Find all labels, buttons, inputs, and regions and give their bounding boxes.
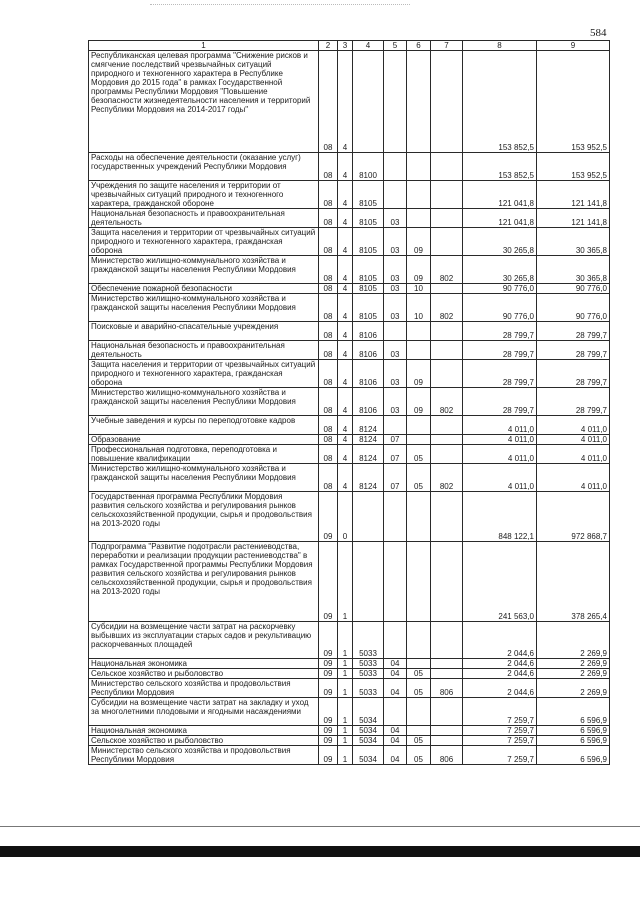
table-row: [89, 445, 610, 464]
row-amount-cell: 28 799,7: [463, 388, 537, 416]
row-amount-cell: 4 011,0: [463, 464, 537, 492]
row-code-cell: [431, 416, 463, 435]
row-amount-cell: 90 776,0: [463, 284, 537, 294]
row-code-cell: [431, 228, 463, 256]
row-code-cell: 08: [319, 464, 338, 492]
row-code-cell: 10: [407, 294, 431, 322]
row-code-cell: 09: [319, 679, 338, 698]
row-code-cell: [407, 341, 431, 360]
row-code-cell: 802: [431, 294, 463, 322]
table-row: [89, 153, 610, 181]
row-code-cell: 8105: [353, 181, 384, 209]
row-code-cell: 1: [338, 746, 353, 765]
row-name-cell: Министерство сельского хозяйства и продовольствия Республики Мордовия: [89, 679, 319, 698]
row-code-cell: 10: [407, 284, 431, 294]
header-cell-code-2: 3: [338, 41, 353, 51]
row-amount-cell: 7 259,7: [463, 698, 537, 726]
table-row: [89, 341, 610, 360]
row-code-cell: [407, 542, 431, 622]
header-cell-code-3: 4: [353, 41, 384, 51]
row-code-cell: 08: [319, 228, 338, 256]
row-code-cell: [407, 416, 431, 435]
row-amount-cell: 6 596,9: [537, 698, 610, 726]
table-row: [89, 209, 610, 228]
row-code-cell: 09: [407, 256, 431, 284]
table-row: [89, 679, 610, 698]
row-code-cell: [353, 492, 384, 542]
row-code-cell: [353, 51, 384, 153]
page-number: 584: [590, 27, 607, 39]
table-row: [89, 435, 610, 445]
row-code-cell: 04: [384, 746, 407, 765]
row-code-cell: 4: [338, 181, 353, 209]
row-code-cell: [407, 726, 431, 736]
row-name-cell: Защита населения и территории от чрезвычайных ситуаций природного и техногенного характера, гражданская оборона: [89, 360, 319, 388]
table-row: [89, 294, 610, 322]
row-code-cell: [431, 181, 463, 209]
row-amount-cell: 7 259,7: [463, 726, 537, 736]
row-code-cell: [431, 322, 463, 341]
row-code-cell: 4: [338, 445, 353, 464]
scan-edge-bar: [0, 846, 640, 857]
row-name-cell: Министерство жилищно-коммунального хозяйства и гражданской защиты населения Республики Мордовия: [89, 294, 319, 322]
table-header-row: [89, 41, 610, 51]
table-row: [89, 51, 610, 153]
row-code-cell: 09: [319, 492, 338, 542]
row-amount-cell: 90 776,0: [537, 284, 610, 294]
row-code-cell: [431, 622, 463, 659]
row-amount-cell: 2 269,9: [537, 679, 610, 698]
row-amount-cell: 90 776,0: [537, 294, 610, 322]
row-code-cell: 8106: [353, 322, 384, 341]
table-row: [89, 726, 610, 736]
row-code-cell: 09: [319, 698, 338, 726]
row-code-cell: 8124: [353, 464, 384, 492]
row-code-cell: 08: [319, 445, 338, 464]
row-code-cell: [431, 726, 463, 736]
row-code-cell: 5033: [353, 659, 384, 669]
budget-table: [88, 40, 610, 765]
row-name-cell: Субсидии на возмещение части затрат на закладку и уход за многолетними плодовыми и ягодными насаждениями: [89, 698, 319, 726]
row-code-cell: [384, 181, 407, 209]
row-code-cell: [384, 698, 407, 726]
row-code-cell: 802: [431, 388, 463, 416]
row-code-cell: 4: [338, 51, 353, 153]
row-amount-cell: 153 952,5: [537, 51, 610, 153]
row-name-cell: Министерство жилищно-коммунального хозяйства и гражданской защиты населения Республики Мордовия: [89, 464, 319, 492]
row-amount-cell: 2 269,9: [537, 622, 610, 659]
table-row: [89, 228, 610, 256]
row-code-cell: 5034: [353, 736, 384, 746]
row-code-cell: 04: [384, 659, 407, 669]
row-code-cell: 08: [319, 153, 338, 181]
row-name-cell: Сельское хозяйство и рыболовство: [89, 669, 319, 679]
row-code-cell: 08: [319, 360, 338, 388]
row-code-cell: [407, 181, 431, 209]
row-code-cell: 03: [384, 228, 407, 256]
row-amount-cell: 4 011,0: [537, 445, 610, 464]
header-cell-code-4: 5: [384, 41, 407, 51]
row-code-cell: [384, 542, 407, 622]
row-amount-cell: 121 141,8: [537, 181, 610, 209]
row-name-cell: Национальная безопасность и правоохранительная деятельность: [89, 341, 319, 360]
row-code-cell: 806: [431, 746, 463, 765]
row-amount-cell: 241 563,0: [463, 542, 537, 622]
row-amount-cell: 28 799,7: [537, 388, 610, 416]
row-code-cell: 09: [319, 746, 338, 765]
row-code-cell: 08: [319, 416, 338, 435]
row-code-cell: [431, 492, 463, 542]
row-amount-cell: 153 952,5: [537, 153, 610, 181]
row-code-cell: [407, 659, 431, 669]
row-code-cell: 5034: [353, 726, 384, 736]
row-code-cell: 09: [319, 669, 338, 679]
table-row: [89, 388, 610, 416]
row-code-cell: 08: [319, 341, 338, 360]
row-code-cell: [431, 659, 463, 669]
row-code-cell: [384, 51, 407, 153]
row-code-cell: 1: [338, 669, 353, 679]
row-name-cell: Министерство жилищно-коммунального хозяйства и гражданской защиты населения Республики Мордовия: [89, 388, 319, 416]
row-code-cell: 1: [338, 726, 353, 736]
row-code-cell: 0: [338, 492, 353, 542]
row-code-cell: 8100: [353, 153, 384, 181]
row-amount-cell: 121 141,8: [537, 209, 610, 228]
table-row: [89, 622, 610, 659]
row-amount-cell: 2 044,6: [463, 622, 537, 659]
row-name-cell: Республиканская целевая программа "Снижение рисков и смягчение последствий чрезвычайных ситуаций природного и техногенного характера в Республике Мордовия до 2015 года" в рамках Государственной программы Республики Мордовия "Повышение безопасности жизнедеятельности населения и территорий Республики Мордовия на 2014-2017 годы": [89, 51, 319, 153]
row-code-cell: 4: [338, 341, 353, 360]
table-row: [89, 659, 610, 669]
row-name-cell: Сельское хозяйство и рыболовство: [89, 736, 319, 746]
row-name-cell: Национальная экономика: [89, 726, 319, 736]
row-code-cell: 09: [319, 736, 338, 746]
row-code-cell: 4: [338, 360, 353, 388]
row-code-cell: 4: [338, 464, 353, 492]
table-row: [89, 736, 610, 746]
row-amount-cell: 28 799,7: [537, 360, 610, 388]
row-code-cell: 4: [338, 294, 353, 322]
row-code-cell: [431, 284, 463, 294]
row-code-cell: 09: [319, 726, 338, 736]
row-code-cell: 1: [338, 736, 353, 746]
scan-artifact: [150, 4, 410, 7]
row-code-cell: 8105: [353, 209, 384, 228]
row-amount-cell: 121 041,8: [463, 181, 537, 209]
row-name-cell: Подпрограмма "Развитие подотрасли растениеводства, переработки и реализации продукции растениеводства" в рамках Государственной программы Республики Мордовия развития сельского хозяйства и регулирования рынков сельскохозяйственной продукции, сырья и продовольствия на 2013-2020 годы: [89, 542, 319, 622]
row-name-cell: Образование: [89, 435, 319, 445]
row-code-cell: 04: [384, 726, 407, 736]
row-code-cell: 4: [338, 228, 353, 256]
row-amount-cell: 378 265,4: [537, 542, 610, 622]
row-code-cell: 09: [407, 228, 431, 256]
row-code-cell: 8106: [353, 341, 384, 360]
row-code-cell: [353, 542, 384, 622]
row-code-cell: 4: [338, 322, 353, 341]
row-code-cell: 03: [384, 360, 407, 388]
row-amount-cell: 4 011,0: [463, 445, 537, 464]
row-code-cell: [407, 209, 431, 228]
row-code-cell: 03: [384, 294, 407, 322]
row-code-cell: 09: [319, 542, 338, 622]
row-code-cell: 4: [338, 256, 353, 284]
header-cell-name: 1: [89, 41, 319, 51]
row-code-cell: 1: [338, 622, 353, 659]
row-amount-cell: 30 365,8: [537, 256, 610, 284]
row-amount-cell: 2 044,6: [463, 659, 537, 669]
row-code-cell: 04: [384, 736, 407, 746]
row-code-cell: [407, 622, 431, 659]
row-code-cell: 5034: [353, 698, 384, 726]
table-row: [89, 284, 610, 294]
row-amount-cell: 7 259,7: [463, 746, 537, 765]
row-amount-cell: 30 365,8: [537, 228, 610, 256]
row-name-cell: Расходы на обеспечение деятельности (оказание услуг) государственных учреждений Республики Мордовия: [89, 153, 319, 181]
table-row: [89, 542, 610, 622]
row-code-cell: 8106: [353, 388, 384, 416]
table-body: [89, 51, 610, 765]
row-code-cell: [384, 492, 407, 542]
row-code-cell: 03: [384, 209, 407, 228]
row-amount-cell: 2 269,9: [537, 669, 610, 679]
row-amount-cell: 4 011,0: [463, 435, 537, 445]
row-amount-cell: 848 122,1: [463, 492, 537, 542]
row-code-cell: [407, 153, 431, 181]
row-amount-cell: 4 011,0: [537, 416, 610, 435]
row-code-cell: 08: [319, 294, 338, 322]
row-code-cell: 8105: [353, 256, 384, 284]
row-amount-cell: 6 596,9: [537, 726, 610, 736]
row-code-cell: 08: [319, 181, 338, 209]
row-code-cell: 09: [319, 622, 338, 659]
row-code-cell: 05: [407, 746, 431, 765]
header-cell-code-6: 7: [431, 41, 463, 51]
row-code-cell: [384, 416, 407, 435]
table-row: [89, 669, 610, 679]
table-row: [89, 746, 610, 765]
row-code-cell: 09: [407, 388, 431, 416]
table-row: [89, 181, 610, 209]
row-code-cell: [384, 153, 407, 181]
row-code-cell: 04: [384, 669, 407, 679]
row-code-cell: [407, 322, 431, 341]
row-amount-cell: 30 265,8: [463, 256, 537, 284]
row-code-cell: [384, 322, 407, 341]
row-code-cell: [407, 698, 431, 726]
row-code-cell: 08: [319, 51, 338, 153]
row-code-cell: 07: [384, 445, 407, 464]
row-code-cell: 8124: [353, 416, 384, 435]
row-amount-cell: 28 799,7: [463, 341, 537, 360]
header-cell-amount-1: 8: [463, 41, 537, 51]
row-code-cell: 8106: [353, 360, 384, 388]
row-amount-cell: 28 799,7: [463, 322, 537, 341]
row-amount-cell: 6 596,9: [537, 746, 610, 765]
row-amount-cell: 2 044,6: [463, 669, 537, 679]
row-name-cell: Профессиональная подготовка, переподготовка и повышение квалификации: [89, 445, 319, 464]
row-code-cell: 03: [384, 256, 407, 284]
row-code-cell: 8105: [353, 294, 384, 322]
row-code-cell: 05: [407, 464, 431, 492]
row-amount-cell: 972 868,7: [537, 492, 610, 542]
row-code-cell: 8124: [353, 445, 384, 464]
header-cell-code-5: 6: [407, 41, 431, 51]
row-code-cell: 5033: [353, 669, 384, 679]
row-code-cell: 4: [338, 435, 353, 445]
row-code-cell: 4: [338, 416, 353, 435]
row-amount-cell: 7 259,7: [463, 736, 537, 746]
row-code-cell: [431, 698, 463, 726]
row-code-cell: 07: [384, 464, 407, 492]
header-cell-code-1: 2: [319, 41, 338, 51]
row-code-cell: 802: [431, 464, 463, 492]
row-name-cell: Субсидии на возмещение части затрат на раскорчевку выбывших из эксплуатации старых садов и рекультивацию раскорчеванных площадей: [89, 622, 319, 659]
row-code-cell: 8105: [353, 228, 384, 256]
row-code-cell: [431, 445, 463, 464]
row-code-cell: 05: [407, 736, 431, 746]
row-code-cell: 08: [319, 322, 338, 341]
table-row: [89, 416, 610, 435]
row-code-cell: 1: [338, 542, 353, 622]
row-code-cell: 08: [319, 388, 338, 416]
row-code-cell: [431, 209, 463, 228]
row-code-cell: 1: [338, 679, 353, 698]
row-amount-cell: 2 044,6: [463, 679, 537, 698]
row-code-cell: 5033: [353, 679, 384, 698]
row-code-cell: [431, 360, 463, 388]
row-code-cell: 05: [407, 445, 431, 464]
row-code-cell: 802: [431, 256, 463, 284]
row-code-cell: 4: [338, 284, 353, 294]
row-code-cell: 09: [407, 360, 431, 388]
row-code-cell: 1: [338, 659, 353, 669]
table-row: [89, 492, 610, 542]
row-amount-cell: 28 799,7: [463, 360, 537, 388]
row-amount-cell: 153 852,5: [463, 51, 537, 153]
row-code-cell: 07: [384, 435, 407, 445]
row-code-cell: 5034: [353, 746, 384, 765]
row-name-cell: Национальная экономика: [89, 659, 319, 669]
row-code-cell: [431, 669, 463, 679]
row-code-cell: [431, 153, 463, 181]
row-amount-cell: 2 269,9: [537, 659, 610, 669]
row-amount-cell: 28 799,7: [537, 341, 610, 360]
row-amount-cell: 4 011,0: [537, 435, 610, 445]
scan-edge-line: [0, 826, 640, 827]
row-name-cell: Министерство сельского хозяйства и продовольствия Республики Мордовия: [89, 746, 319, 765]
row-code-cell: [431, 435, 463, 445]
row-name-cell: Национальная безопасность и правоохранительная деятельность: [89, 209, 319, 228]
table-row: [89, 464, 610, 492]
row-code-cell: 1: [338, 698, 353, 726]
row-code-cell: 4: [338, 153, 353, 181]
row-code-cell: [431, 542, 463, 622]
row-code-cell: 08: [319, 256, 338, 284]
row-code-cell: 08: [319, 284, 338, 294]
row-code-cell: 08: [319, 209, 338, 228]
row-amount-cell: 4 011,0: [463, 416, 537, 435]
row-amount-cell: 6 596,9: [537, 736, 610, 746]
row-code-cell: 03: [384, 341, 407, 360]
row-code-cell: [407, 492, 431, 542]
row-name-cell: Поисковые и аварийно-спасательные учреждения: [89, 322, 319, 341]
row-code-cell: 8124: [353, 435, 384, 445]
row-code-cell: 05: [407, 679, 431, 698]
row-code-cell: 08: [319, 435, 338, 445]
row-code-cell: 806: [431, 679, 463, 698]
row-code-cell: 5033: [353, 622, 384, 659]
row-code-cell: [384, 622, 407, 659]
row-code-cell: [431, 51, 463, 153]
table-row: [89, 698, 610, 726]
row-code-cell: [407, 435, 431, 445]
row-name-cell: Учреждения по защите населения и территории от чрезвычайных ситуаций природного и техногенного характера, гражданской обороне: [89, 181, 319, 209]
table-row: [89, 256, 610, 284]
row-name-cell: Обеспечение пожарной безопасности: [89, 284, 319, 294]
row-name-cell: Министерство жилищно-коммунального хозяйства и гражданской защиты населения Республики Мордовия: [89, 256, 319, 284]
row-code-cell: 4: [338, 209, 353, 228]
row-code-cell: 8105: [353, 284, 384, 294]
row-name-cell: Защита населения и территории от чрезвычайных ситуаций природного и техногенного характера, гражданская оборона: [89, 228, 319, 256]
table-row: [89, 322, 610, 341]
row-amount-cell: 28 799,7: [537, 322, 610, 341]
row-amount-cell: 90 776,0: [463, 294, 537, 322]
row-code-cell: 04: [384, 679, 407, 698]
header-cell-amount-2: 9: [537, 41, 610, 51]
row-code-cell: 03: [384, 284, 407, 294]
table-row: [89, 360, 610, 388]
row-code-cell: [407, 51, 431, 153]
row-name-cell: Государственная программа Республики Мордовия развития сельского хозяйства и регулирования рынков сельскохозяйственной продукции, сырья и продовольствия на 2013-2020 годы: [89, 492, 319, 542]
row-code-cell: [431, 341, 463, 360]
row-code-cell: 03: [384, 388, 407, 416]
row-amount-cell: 153 852,5: [463, 153, 537, 181]
row-code-cell: [431, 736, 463, 746]
row-name-cell: Учебные заведения и курсы по переподготовке кадров: [89, 416, 319, 435]
row-amount-cell: 121 041,8: [463, 209, 537, 228]
row-amount-cell: 4 011,0: [537, 464, 610, 492]
row-code-cell: 09: [319, 659, 338, 669]
row-code-cell: 4: [338, 388, 353, 416]
row-code-cell: 05: [407, 669, 431, 679]
row-amount-cell: 30 265,8: [463, 228, 537, 256]
